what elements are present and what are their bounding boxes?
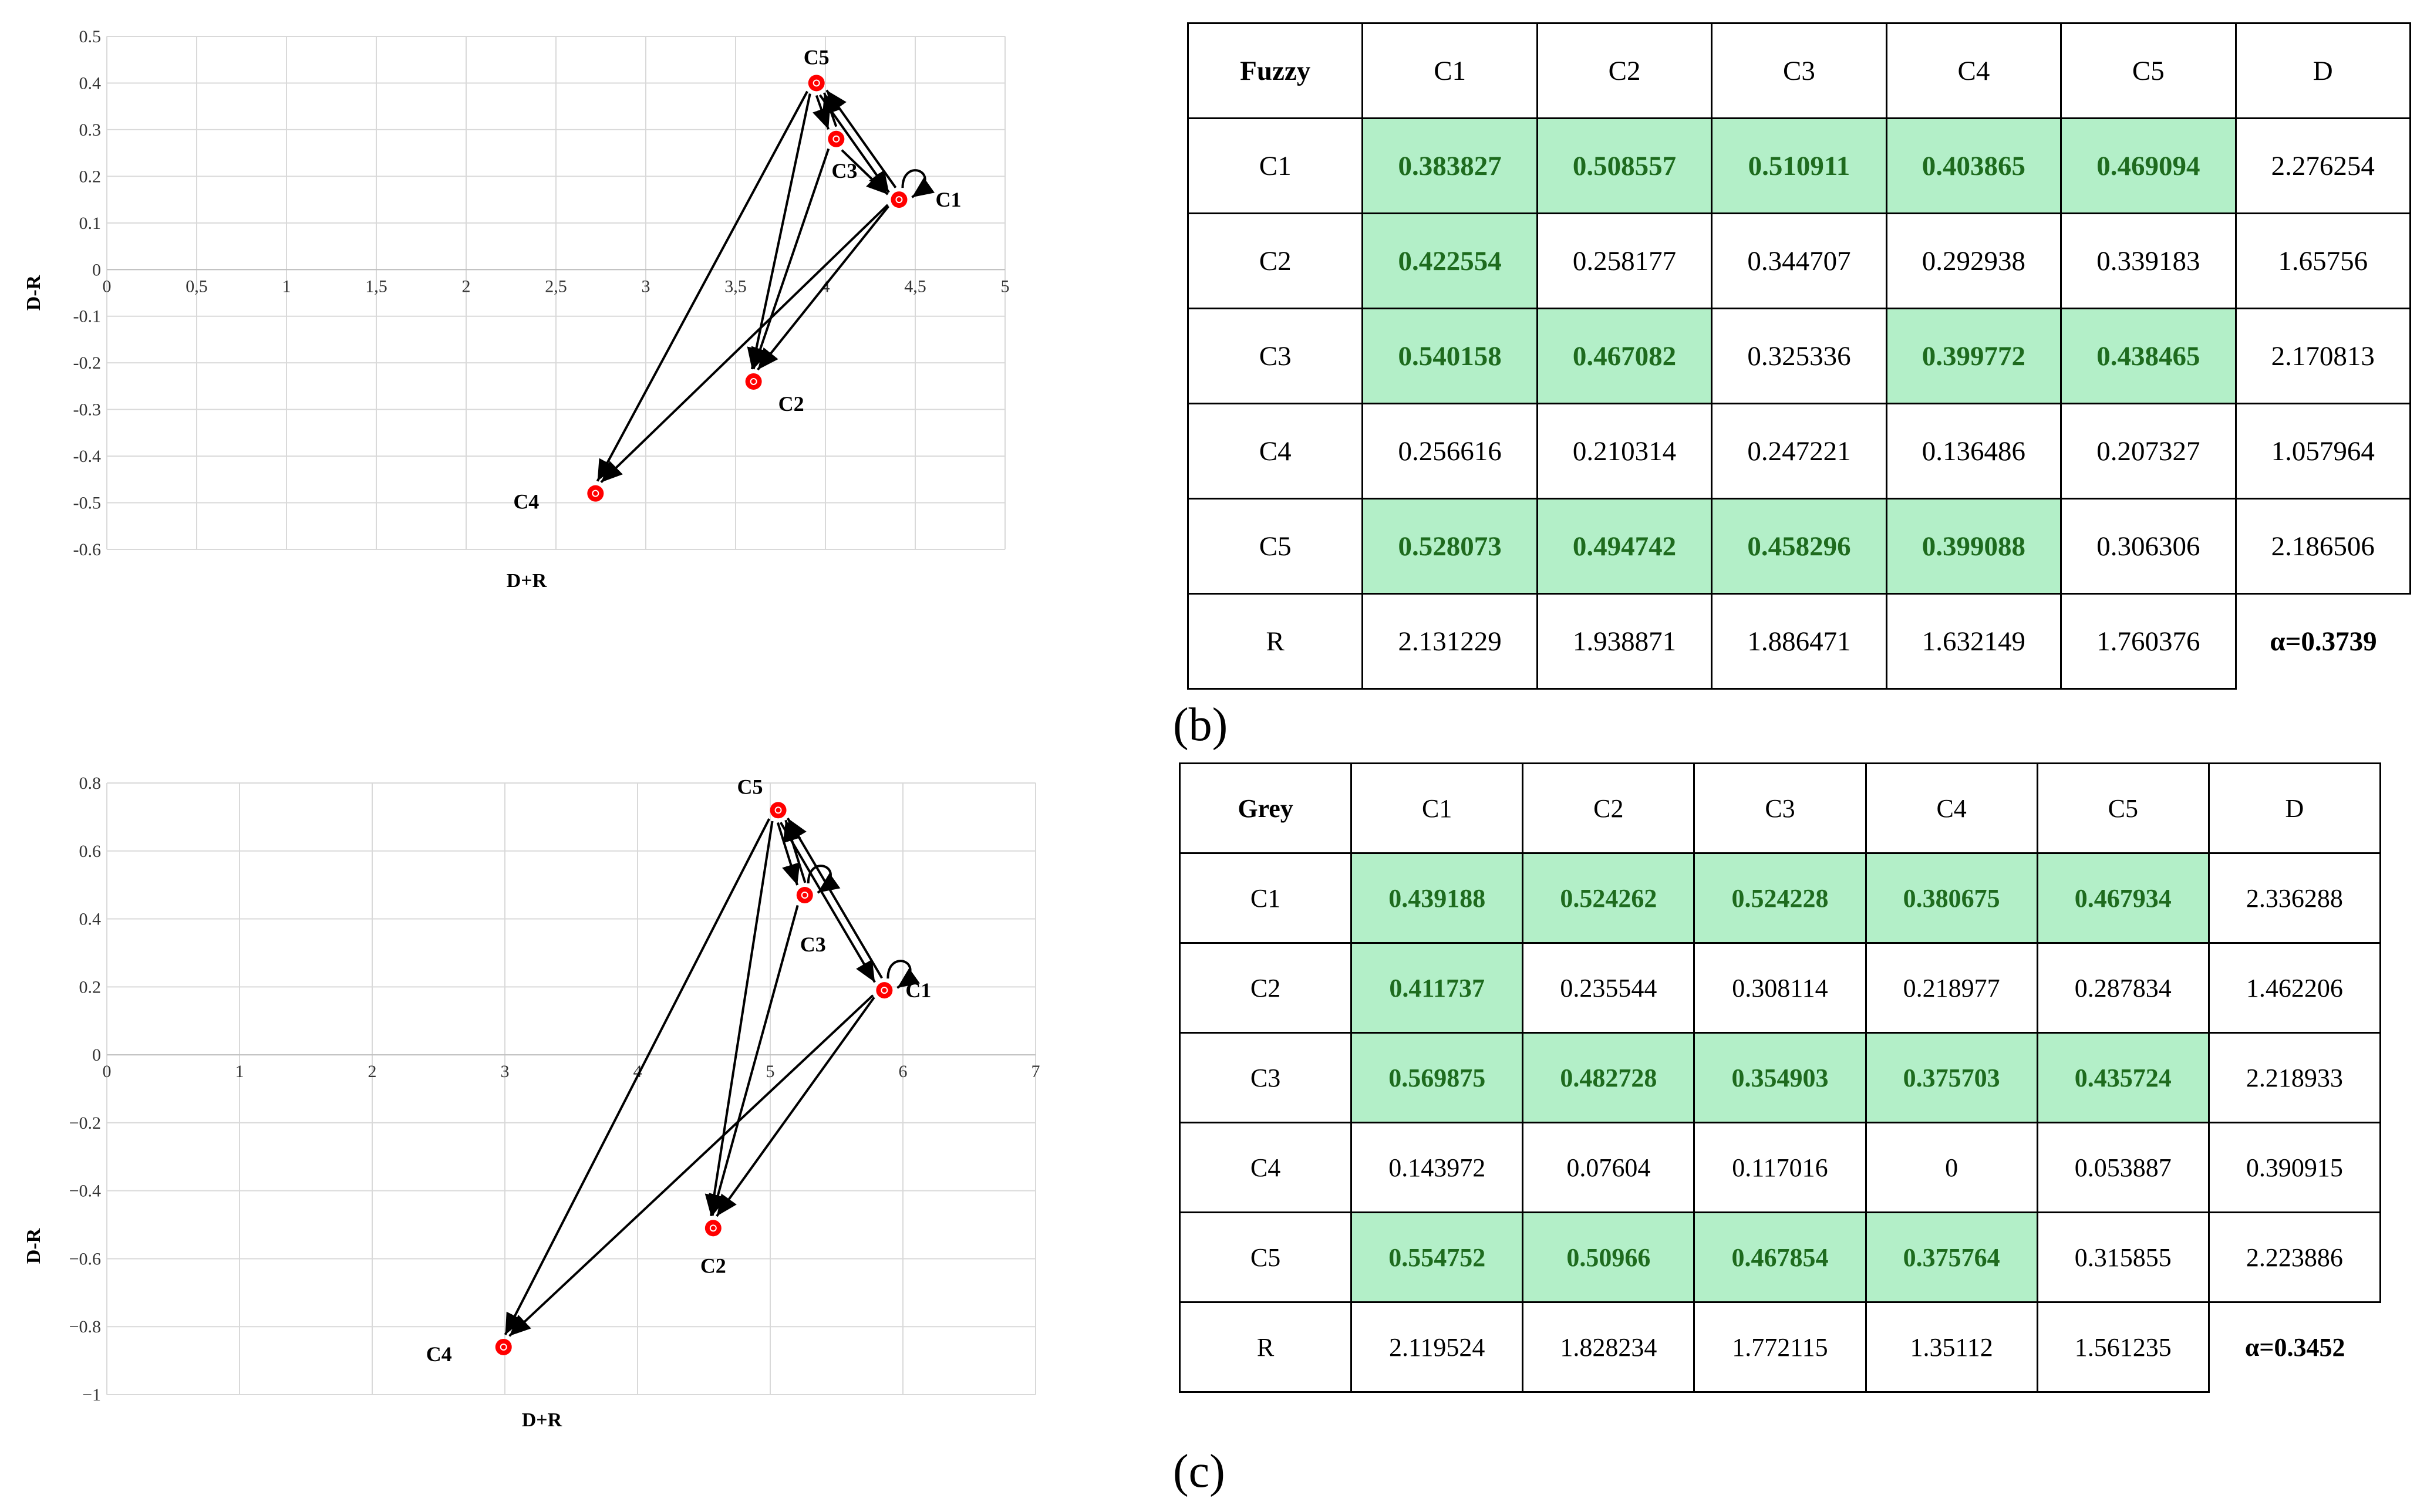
x-tick-label: 4 [633,1062,642,1082]
matrix-cell: 0.422554 [1363,214,1537,309]
x-tick-label: 3,5 [724,276,747,296]
table-row [1188,309,2411,404]
matrix-cell: 0.315855 [2037,1213,2209,1302]
matrix-cell: 0.143972 [1351,1123,1523,1213]
x-tick-label: 7 [1031,1062,1040,1082]
matrix-cell: 0.07604 [1523,1123,1694,1213]
arrow-c5-to-c2 [711,821,773,1216]
point-c2 [746,373,762,390]
y-axis-title: D-R [23,275,45,311]
row-label: R [1180,1302,1351,1392]
matrix-cell: 0.210314 [1537,404,1711,499]
row-label: C3 [1180,1033,1351,1123]
y-tick-label: −0.6 [69,1249,101,1269]
column-header: C1 [1363,23,1537,119]
point-label-c3: C3 [831,158,858,183]
y-tick-label: -0.2 [73,353,101,373]
self-loop-c1 [902,170,925,197]
grey-scatter-chart [0,745,1057,1432]
y-tick-label: 0 [92,260,101,280]
table-row [1180,1033,2381,1123]
matrix-cell: 0.439188 [1351,853,1523,943]
panel-label-b: (b) [1173,699,1228,751]
x-tick-label: 1 [282,276,291,296]
matrix-cell: 2.336288 [2209,853,2380,943]
arrow-c5-to-c1 [781,822,875,982]
column-header: D [2209,764,2380,853]
x-tick-label: 1 [235,1062,244,1082]
table-row [1180,1123,2381,1213]
point-label-c5: C5 [737,775,763,799]
matrix-cell: 0.528073 [1363,499,1537,594]
point-label-c4: C4 [513,490,540,514]
y-tick-label: 0.1 [79,213,101,233]
column-header: C5 [2037,764,2209,853]
fuzzy-matrix-table [1187,22,2411,690]
point-c4 [587,485,604,502]
row-label: C5 [1180,1213,1351,1302]
arrow-c5-to-c4 [598,92,807,481]
matrix-cell: 0.467934 [2037,853,2209,943]
x-tick-label: 5 [766,1062,775,1082]
matrix-cell: 1.772115 [1694,1302,1866,1392]
x-tick-label: 0 [102,276,112,296]
matrix-cell: 2.170813 [2236,309,2410,404]
matrix-cell: 0.569875 [1351,1033,1523,1123]
header-row [1188,23,2411,119]
y-tick-label: 0.3 [79,120,101,140]
y-tick-label: 0 [92,1045,101,1065]
r-row [1188,594,2411,689]
matrix-cell: 1.462206 [2209,943,2380,1033]
header-row [1180,764,2381,853]
row-label: C4 [1188,404,1363,499]
table-row [1188,214,2411,309]
alpha-threshold: α=0.3739 [2270,626,2377,657]
y-tick-label: 0.6 [79,841,101,861]
point-label-c3: C3 [800,933,826,957]
row-label: C4 [1180,1123,1351,1213]
column-header: C3 [1694,764,1866,853]
y-tick-label: 0.4 [79,909,101,929]
matrix-cell: 1.65756 [2236,214,2410,309]
alpha-threshold: α=0.3452 [2244,1333,2345,1362]
table-row [1188,499,2411,594]
y-tick-label: 0.2 [79,167,101,187]
point-label-c4: C4 [426,1342,452,1366]
table-row [1180,853,2381,943]
x-tick-label: 4,5 [904,276,926,296]
matrix-cell: 1.561235 [2037,1302,2209,1392]
matrix-cell: 0.467854 [1694,1213,1866,1302]
y-axis-title: D-R [23,1228,45,1264]
matrix-cell: 0.308114 [1694,943,1866,1033]
y-tick-label: −1 [82,1385,101,1405]
matrix-cell: 1.828234 [1523,1302,1694,1392]
matrix-cell: 1.35112 [1866,1302,2037,1392]
arrow-c3-to-c2 [712,905,797,1216]
panel-label-c: (c) [1173,1446,1225,1497]
row-label: R [1188,594,1363,689]
point-label-c1: C1 [935,188,962,212]
arrow-c1-to-c2 [758,206,889,370]
row-label: C1 [1180,853,1351,943]
matrix-cell: 1.760376 [2061,594,2236,689]
matrix-cell: 0 [1866,1123,2037,1213]
column-header: C4 [1866,764,2037,853]
column-header: C5 [2061,23,2236,119]
y-tick-label: 0.2 [79,977,101,997]
x-tick-label: 0 [102,1062,112,1082]
column-header: C2 [1523,764,1694,853]
r-row [1180,1302,2381,1392]
matrix-cell: 2.119524 [1351,1302,1523,1392]
table-row [1188,404,2411,499]
matrix-cell: 2.276254 [2236,119,2410,214]
x-tick-label: 3 [500,1062,510,1082]
matrix-cell: 0.411737 [1351,943,1523,1033]
corner-label: Grey [1180,764,1351,853]
matrix-cell: 0.258177 [1537,214,1711,309]
y-tick-label: −0.2 [69,1113,101,1133]
matrix-cell: 0.380675 [1866,853,2037,943]
matrix-cell: 0.325336 [1712,309,1886,404]
column-header: C1 [1351,764,1523,853]
x-axis-title: D+R [506,570,547,592]
matrix-cell: 0.235544 [1523,943,1694,1033]
matrix-cell: 0.344707 [1712,214,1886,309]
table-row [1180,943,2381,1033]
fuzzy-scatter-chart [0,0,1057,616]
y-tick-label: 0.5 [79,27,101,46]
matrix-cell: 0.218977 [1866,943,2037,1033]
y-tick-label: -0.3 [73,400,101,420]
x-tick-label: 2,5 [545,276,567,296]
y-tick-label: 0.8 [79,774,101,793]
y-tick-label: -0.1 [73,306,101,326]
matrix-cell: 1.057964 [2236,404,2410,499]
y-tick-label: −0.8 [69,1317,101,1337]
matrix-cell: 0.287834 [2037,943,2209,1033]
matrix-cell: 0.399772 [1886,309,2061,404]
point-c1 [876,982,892,998]
row-label: C1 [1188,119,1363,214]
matrix-cell: 0.117016 [1694,1123,1866,1213]
matrix-cell: 1.632149 [1886,594,2061,689]
point-c4 [495,1339,512,1355]
row-label: C3 [1188,309,1363,404]
matrix-cell: 0.354903 [1694,1033,1866,1123]
matrix-cell: 0.403865 [1886,119,2061,214]
matrix-cell: 0.292938 [1886,214,2061,309]
matrix-cell: 0.435724 [2037,1033,2209,1123]
arrow-c1-to-c4 [510,995,873,1336]
point-c5 [808,75,825,91]
grey-matrix-table [1179,762,2381,1393]
point-c3 [797,887,813,903]
matrix-cell: 0.256616 [1363,404,1537,499]
matrix-cell: 0.136486 [1886,404,2061,499]
x-tick-label: 0,5 [186,276,208,296]
y-tick-label: -0.5 [73,493,101,513]
x-tick-label: 2 [368,1062,377,1082]
matrix-cell: 0.540158 [1363,309,1537,404]
matrix-cell: 0.247221 [1712,404,1886,499]
y-tick-label: -0.6 [73,540,101,559]
x-tick-label: 4 [821,276,830,296]
row-label: C5 [1188,499,1363,594]
table-row [1188,119,2411,214]
corner-label: Fuzzy [1188,23,1363,119]
matrix-cell: 0.207327 [2061,404,2236,499]
x-tick-label: 3 [641,276,650,296]
matrix-cell: 0.306306 [2061,499,2236,594]
x-tick-label: 6 [898,1062,908,1082]
matrix-cell: 0.494742 [1537,499,1711,594]
matrix-cell: 0.390915 [2209,1123,2380,1213]
arrow-c1-to-c4 [601,205,888,482]
point-label-c5: C5 [803,45,830,69]
column-header: D [2236,23,2410,119]
matrix-cell: 0.467082 [1537,309,1711,404]
matrix-cell: 2.186506 [2236,499,2410,594]
matrix-cell: 0.383827 [1363,119,1537,214]
point-label-c2: C2 [778,392,804,416]
matrix-cell: 0.510911 [1712,119,1886,214]
x-tick-label: 2 [461,276,471,296]
matrix-cell: 0.482728 [1523,1033,1694,1123]
matrix-cell: 0.524262 [1523,853,1694,943]
matrix-cell: 0.438465 [2061,309,2236,404]
matrix-cell: 0.508557 [1537,119,1711,214]
matrix-cell: 1.886471 [1712,594,1886,689]
point-c5 [770,802,787,818]
column-header: C2 [1537,23,1711,119]
matrix-cell: 0.524228 [1694,853,1866,943]
column-header: C3 [1712,23,1886,119]
point-c3 [828,131,844,147]
x-tick-label: 5 [1000,276,1010,296]
point-label-c2: C2 [700,1254,726,1278]
table-row [1180,1213,2381,1302]
matrix-cell: 0.50966 [1523,1213,1694,1302]
y-tick-label: -0.4 [73,447,101,467]
x-axis-title: D+R [521,1409,562,1431]
matrix-cell: 0.375703 [1866,1033,2037,1123]
matrix-cell: 0.469094 [2061,119,2236,214]
x-tick-label: 1,5 [365,276,387,296]
column-header: C4 [1886,23,2061,119]
y-tick-label: −0.4 [69,1181,101,1201]
matrix-cell: 0.375764 [1866,1213,2037,1302]
point-c2 [705,1220,722,1236]
matrix-cell: 0.554752 [1351,1213,1523,1302]
matrix-cell: 0.399088 [1886,499,2061,594]
point-label-c1: C1 [905,978,932,1003]
matrix-cell: 2.218933 [2209,1033,2380,1123]
row-label: C2 [1180,943,1351,1033]
y-tick-label: 0.4 [79,73,101,93]
row-label: C2 [1188,214,1363,309]
matrix-cell: 0.053887 [2037,1123,2209,1213]
matrix-cell: 0.458296 [1712,499,1886,594]
matrix-cell: 2.223886 [2209,1213,2380,1302]
matrix-cell: 2.131229 [1363,594,1537,689]
matrix-cell: 1.938871 [1537,594,1711,689]
point-c1 [891,191,907,208]
matrix-cell: 0.339183 [2061,214,2236,309]
